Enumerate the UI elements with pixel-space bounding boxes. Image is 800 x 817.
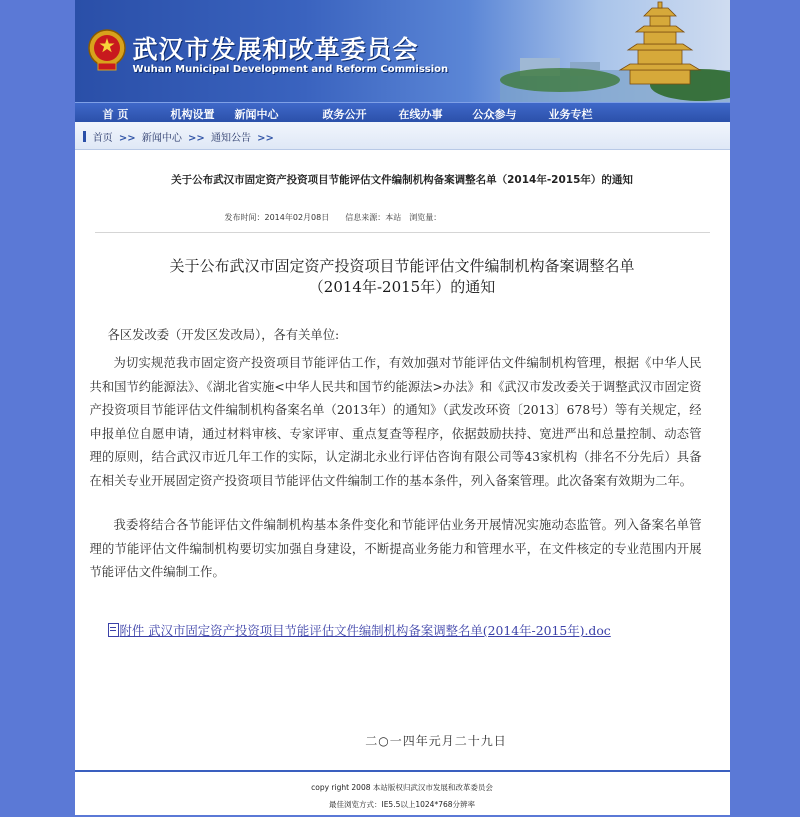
site-subtitle: Wuhan Municipal Development and Reform Commission [132,64,449,75]
nav-item-online-services[interactable]: 在线办事 [398,108,443,121]
attachment-link[interactable] [108,621,611,639]
signing-date: 二○一四年元月二十九日 [365,734,507,748]
nav-item-government-affairs[interactable]: 政务公开 [322,108,367,121]
national-emblem-icon [87,28,127,72]
document-icon [108,623,119,637]
footer [75,770,730,817]
nav-item-home[interactable]: 首 页 [102,108,129,121]
article-paragraph-1: 为切实规范我市固定资产投资项目节能评估工作，有效加强对节能评估文件编制机构管理，根据《中华人民共和国节约能源法》、《湖北省实施<中华人民共和国节约能源法>办法》和《武汉市发改委关于调整武汉市固定资产投资项目节能评估文件编制机构备案名单（2013年）的通知》（武发改环资〔2013〕678号）等有关规定，经申报单位自愿申请，通过材料审核、专家评审、重点复查等程序，依据鼓励扶持、宽进严出和总量控制、动态管理的原则，结合武汉市近几年工作的实际，认定湖北永业行评估咨询有限公司等43家机构（排名不分先后）具备在相关专业开展固定资产投资项目节能评估文件编制工作的基本条件，列入备案管理。此次备案有效期为二年。 [89,356,702,488]
breadcrumb-notices[interactable]: 通知公告 [210,133,251,144]
divider [95,232,710,233]
breadcrumb [83,129,277,144]
breadcrumb-news-center[interactable]: 新闻中心 [141,133,182,144]
article-salutation: 各区发改委（开发区发改局），各有关单位: [107,328,340,342]
copyright-text: copy right 2008 本站版权归武汉市发展和改革委员会 [311,783,493,792]
breadcrumb-separator: >> [257,133,274,144]
yellow-crane-tower-icon [500,0,730,102]
nav-item-public-participation[interactable]: 公众参与 [472,108,517,121]
attachment-filename[interactable]: 附件 武汉市固定资产投资项目节能评估文件编制机构备案调整名单(2014年-2015年).doc [119,623,611,638]
site-banner [75,0,730,102]
breadcrumb-marker-icon [83,131,86,142]
main-nav [75,102,730,123]
breadcrumb-home[interactable]: 首页 [92,133,113,144]
article-meta: 发布时间：2014年02月08日 信息来源：本站 浏览量： [224,213,442,222]
breadcrumb-separator: >> [188,133,205,144]
article-title [135,256,670,298]
page-container [75,0,730,815]
article-title-line2: （2014年-2015年）的通知 [308,278,496,296]
nav-item-news-center[interactable]: 新闻中心 [234,108,279,121]
breadcrumb-bar [75,122,730,150]
article-paragraph-2: 我委将结合各节能评估文件编制机构基本条件变化和节能评估业务开展情况实施动态监管。列入备案名单管理的节能评估文件编制机构要切实加强自身建设，不断提高业务能力和管理水平，在文件核定的专业范围内开展节能评估文件编制工作。 [89,518,702,579]
nav-item-organization[interactable]: 机构设置 [170,108,215,121]
breadcrumb-separator: >> [118,133,136,144]
article-heading: 关于公布武汉市固定资产投资项目节能评估文件编制机构备案调整名单（2014年-2015年）的通知 [171,174,633,186]
article-title-line1: 关于公布武汉市固定资产投资项目节能评估文件编制机构备案调整名单 [169,257,635,275]
browser-note: 最佳浏览方式：IE5.5以上1024*768分辨率 [328,800,476,809]
site-title: 武汉市发展和改革委员会 [132,35,419,64]
nav-item-business-columns[interactable]: 业务专栏 [548,108,593,121]
